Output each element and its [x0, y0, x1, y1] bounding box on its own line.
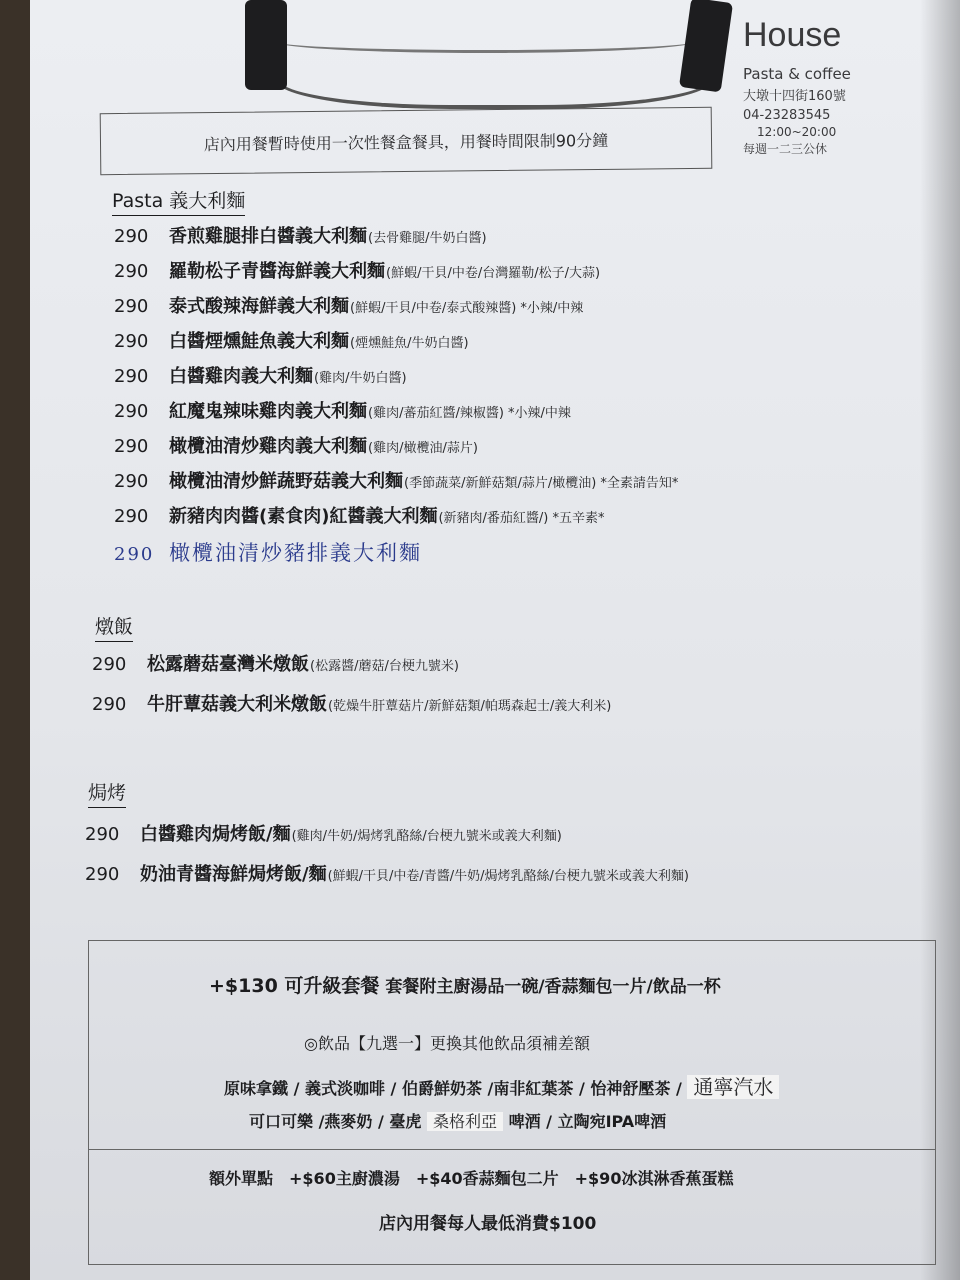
- set-meal-box: [88, 940, 936, 1265]
- menu-item-price: 290: [92, 654, 127, 675]
- menu-item-name: 羅勒松子青醬海鮮義大利麵: [169, 261, 385, 282]
- menu-item: [85, 860, 689, 900]
- baked-list: [85, 820, 689, 900]
- menu-item-detail: (鮮蝦/干貝/中卷/青醬/牛奶/焗烤乳酪絲/台梗九號米或義大利麵): [327, 869, 690, 884]
- menu-item-name: 白醬雞肉義大利麵: [169, 366, 313, 387]
- menu-item-detail: (煙燻鮭魚/牛奶白醬): [350, 336, 469, 351]
- brand-block: [743, 16, 913, 157]
- brand-address: 大墩十四街160號: [743, 89, 846, 104]
- menu-item: [114, 362, 678, 397]
- menu-item-price: 290: [114, 506, 149, 527]
- risotto-section-title: 燉飯: [95, 612, 133, 642]
- menu-item: [114, 397, 678, 432]
- menu-item-price: 290: [114, 366, 149, 387]
- menu-item-price: 290: [114, 471, 149, 492]
- menu-item: [114, 257, 678, 292]
- menu-item-price: 290: [114, 331, 149, 352]
- menu-item-detail: (松露醬/蘑菇/台梗九號米): [310, 659, 459, 674]
- drink-choice-title: ◎飲品【九選一】更換其他飲品須補差額: [304, 1034, 590, 1053]
- menu-item-detail: (雞肉/牛奶/焗烤乳酪絲/台梗九號米或義大利麵): [291, 829, 562, 844]
- menu-item-detail: (鮮蝦/干貝/中卷/台灣羅勒/松子/大蒜): [386, 266, 601, 281]
- menu-item-name: 泰式酸辣海鮮義大利麵: [169, 296, 349, 317]
- extras-item: +$40香蒜麵包二片: [415, 1169, 559, 1188]
- menu-item-price: 290: [85, 864, 120, 885]
- drinks-line-2-text-a: 可口可樂 /燕麥奶 / 臺虎: [249, 1112, 422, 1131]
- menu-item: [114, 432, 678, 467]
- menu-item-detail: (鮮蝦/干貝/中卷/泰式酸辣醬) *小辣/中辣: [350, 301, 584, 316]
- menu-item-price: 290: [85, 824, 120, 845]
- baked-section-title: 焗烤: [88, 778, 126, 808]
- menu-item-price: 290: [114, 226, 149, 247]
- drinks-line-1-text: 原味拿鐵 / 義式淡咖啡 / 伯爵鮮奶茶 /南非紅葉茶 / 怡神舒壓茶 /: [224, 1079, 682, 1098]
- menu-item-name: 紅魔鬼辣味雞肉義大利麵: [169, 401, 367, 422]
- clip-wire-inner: [275, 30, 695, 53]
- upgrade-price: +$130 可升級套餐: [209, 975, 380, 997]
- extras-label: 額外單點: [209, 1169, 274, 1188]
- menu-item-name: 新豬肉肉醬(素食肉)紅醬義大利麵: [169, 506, 438, 527]
- menu-item-price: 290: [114, 401, 149, 422]
- menu-item-detail: (雞肉/橄欖油/蒜片): [368, 441, 478, 456]
- drinks-line-1: [224, 1071, 779, 1100]
- drinks-handwritten-tonic: 通寧汽水: [687, 1075, 779, 1099]
- clip-post-right: [679, 0, 733, 92]
- menu-item-detail: (乾燥牛肝蕈菇片/新鮮菇類/帕瑪森起士/義大利米): [328, 699, 612, 714]
- menu-item-detail: (季節蔬菜/新鮮菇類/蒜片/橄欖油) *全素請告知*: [404, 476, 679, 491]
- menu-item-price: 290: [114, 436, 149, 457]
- menu-item-handwritten: [114, 537, 678, 572]
- upgrade-line: [209, 971, 721, 998]
- menu-item-detail: (去骨雞腿/牛奶白醬): [368, 231, 487, 246]
- menu-item: [114, 292, 678, 327]
- clipboard-clip: [245, 0, 725, 110]
- brand-closed-days: 每週一二三公休: [743, 142, 828, 156]
- menu-item: [92, 690, 611, 730]
- brand-phone: 04-23283545: [743, 108, 831, 123]
- extras-item: +$60主廚濃湯: [289, 1169, 400, 1188]
- menu-item-name: 牛肝蕈菇義大利米燉飯: [147, 694, 327, 715]
- menu-item: [85, 820, 689, 860]
- dining-notice: 店內用餐暫時使用一次性餐盒餐具，用餐時間限制90分鐘: [100, 107, 713, 175]
- brand-name: House: [743, 16, 842, 54]
- pasta-list: [114, 222, 678, 572]
- menu-item-name: 松露蘑菇臺灣米燉飯: [147, 654, 309, 675]
- menu-item: [114, 502, 678, 537]
- menu-item: [114, 222, 678, 257]
- menu-item-name: 香煎雞腿排白醬義大利麵: [169, 226, 367, 247]
- menu-item-price: 290: [114, 296, 149, 317]
- menu-item-name: 奶油青醬海鮮焗烤飯/麵: [140, 864, 327, 885]
- drinks-handwritten-sangria: 桑格利亞: [427, 1112, 503, 1131]
- brand-hours: 12:00~20:00: [757, 125, 837, 139]
- brand-subtitle: Pasta & coffee: [743, 65, 851, 83]
- menu-item-price: 290: [114, 544, 155, 565]
- menu-item-name: 橄欖油清炒雞肉義大利麵: [169, 436, 367, 457]
- risotto-list: [92, 650, 611, 730]
- menu-item-price: 290: [92, 694, 127, 715]
- clip-post-left: [245, 0, 287, 90]
- extras-item: +$90冰淇淋香蕉蛋糕: [574, 1169, 734, 1188]
- drinks-line-2: [249, 1109, 666, 1132]
- menu-item-name: 橄欖油清炒豬排義大利麵: [169, 541, 422, 565]
- menu-item: [92, 650, 611, 690]
- menu-item-detail: (雞肉/蕃茄紅醬/辣椒醬) *小辣/中辣: [368, 406, 571, 421]
- menu-item-name: 橄欖油清炒鮮蔬野菇義大利麵: [169, 471, 403, 492]
- menu-item-name: 白醬雞肉焗烤飯/麵: [140, 824, 291, 845]
- menu-item-detail: (雞肉/牛奶白醬): [314, 371, 407, 386]
- drinks-line-2-text-b: 啤酒 / 立陶宛IPA啤酒: [508, 1112, 667, 1131]
- menu-item-name: 白醬煙燻鮭魚義大利麵: [169, 331, 349, 352]
- menu-item-price: 290: [114, 261, 149, 282]
- box-divider: [89, 1149, 935, 1150]
- extras-line: [209, 1166, 749, 1189]
- upgrade-detail: 套餐附主廚湯品一碗/香蒜麵包一片/飲品一杯: [385, 977, 721, 997]
- menu-item: [114, 467, 678, 502]
- pasta-section-title: Pasta 義大利麵: [112, 186, 245, 216]
- menu-item-detail: (新豬肉/番茄紅醬/) *五辛素*: [438, 511, 605, 526]
- menu-item: [114, 327, 678, 362]
- minimum-spend: 店內用餐每人最低消費$100: [379, 1214, 597, 1234]
